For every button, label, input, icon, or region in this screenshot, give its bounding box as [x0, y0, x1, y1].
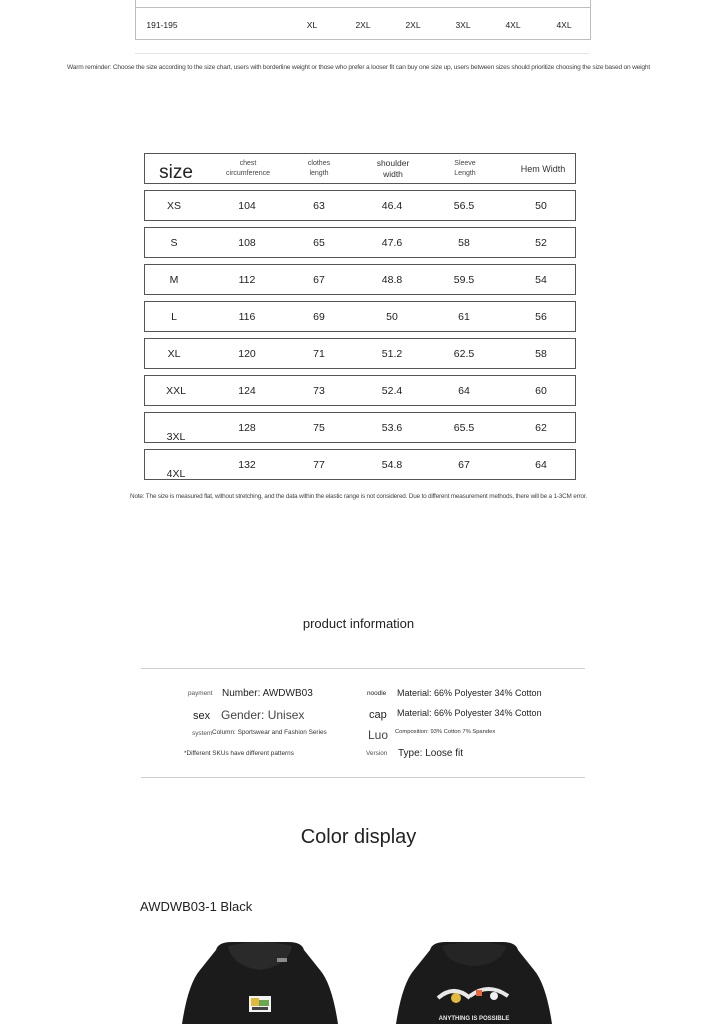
section-divider	[135, 53, 589, 54]
weight-cell: 4XL	[556, 20, 572, 30]
payment-label: payment	[188, 690, 213, 697]
cell-sleeve: 59.5	[453, 273, 475, 286]
cell-shoulder: 50	[386, 310, 398, 323]
table-row	[144, 449, 576, 480]
cell-length: 67	[313, 273, 325, 286]
header-chest	[226, 154, 270, 183]
cell-hem: 62	[535, 421, 547, 434]
cell-chest: 128	[238, 421, 256, 434]
table-row	[144, 301, 576, 332]
cell-shoulder: 51.2	[381, 347, 403, 360]
header-size	[159, 154, 193, 187]
version-label: Version	[366, 750, 388, 757]
cell-sleeve: 62.5	[453, 347, 475, 360]
cell-length: 73	[313, 384, 325, 397]
header-length-line2: length	[309, 169, 329, 177]
cell-sleeve: 65.5	[453, 421, 475, 434]
table-row	[144, 412, 576, 443]
warm-reminder: Warm reminder: Choose the size according to the size chart, users with borderline weight or those who prefer a looser fit can buy one size up, users between sizes should prioritize choosing the size based on weight	[67, 64, 650, 71]
header-hem	[521, 154, 566, 183]
cell-hem: 58	[535, 347, 547, 360]
cell-chest: 120	[238, 347, 256, 360]
header-shoulder	[377, 154, 410, 183]
cell-shoulder: 48.8	[381, 273, 403, 286]
cell-shoulder: 52.4	[381, 384, 403, 397]
header-sleeve	[454, 154, 475, 183]
back-hoodie-image	[384, 940, 564, 1024]
weight-cell: 2XL	[405, 20, 421, 30]
sex-label: sex	[193, 710, 211, 722]
product-column: Column: Sportswear and Fashion Series	[212, 729, 327, 736]
size-table-header	[144, 153, 576, 184]
sku-note: *Different SKUs have different patterns	[184, 750, 294, 757]
cell-hem: 60	[535, 384, 547, 397]
cell-length: 75	[313, 421, 325, 434]
cell-chest: 108	[238, 236, 256, 249]
header-size-label: size	[159, 161, 193, 183]
header-shoulder-line1: shoulder	[376, 157, 410, 168]
header-chest-line2: circumference	[226, 169, 270, 177]
cell-shoulder: 47.6	[381, 236, 403, 249]
weight-row-label: 191-195	[146, 20, 178, 30]
cell-chest: 116	[238, 310, 256, 323]
header-shoulder-line2: width	[383, 168, 403, 179]
material-2: Material: 66% Polyester 34% Cotton	[397, 708, 542, 718]
cell-sleeve: 61	[458, 310, 470, 323]
composition: Composition: 93% Cotton 7% Spandex	[395, 729, 496, 735]
weight-cell: 3XL	[455, 20, 471, 30]
system-label: system	[192, 730, 213, 737]
cell-sleeve: 56.5	[453, 199, 475, 212]
header-length	[308, 154, 330, 183]
header-length-line1: clothes	[307, 159, 331, 167]
cell-size: XL	[167, 347, 181, 360]
cell-hem: 52	[535, 236, 547, 249]
cell-shoulder: 54.8	[381, 458, 403, 471]
table-row	[144, 190, 576, 221]
cell-chest: 132	[238, 458, 256, 471]
section-divider	[141, 668, 585, 669]
cap-label: cap	[369, 709, 387, 721]
noodle-label: noodle	[367, 690, 387, 697]
cell-hem: 50	[535, 199, 547, 212]
cell-size: S	[170, 236, 178, 249]
cell-shoulder: 46.4	[381, 199, 403, 212]
cell-size: XXL	[166, 384, 186, 397]
cell-length: 65	[313, 236, 325, 249]
material-1: Material: 66% Polyester 34% Cotton	[397, 688, 542, 698]
cell-shoulder: 53.6	[381, 421, 403, 434]
color-display-title: Color display	[300, 826, 417, 848]
cell-chest: 112	[238, 273, 256, 286]
cell-length: 77	[313, 458, 325, 471]
cell-length: 63	[313, 199, 325, 212]
weight-cell: XL	[306, 20, 318, 30]
cell-length: 71	[313, 347, 325, 360]
luo-label: Luo	[368, 728, 389, 742]
cell-length: 69	[313, 310, 325, 323]
sku-title: AWDWB03-1 Black	[140, 899, 253, 914]
weight-cell: 2XL	[355, 20, 371, 30]
cell-chest: 124	[238, 384, 256, 397]
cell-hem: 54	[535, 273, 547, 286]
table-divider	[136, 7, 590, 8]
weight-size-table	[135, 0, 591, 40]
hoodie-label	[277, 958, 287, 962]
product-info-title: product information	[302, 616, 415, 631]
cell-chest: 104	[238, 199, 256, 212]
table-row	[144, 264, 576, 295]
table-row	[144, 375, 576, 406]
back-print-text: ANYTHING IS POSSIBLE	[438, 1016, 510, 1022]
header-sleeve-line1: Sleeve	[454, 159, 476, 167]
cell-size: 4XL	[166, 467, 186, 480]
cell-size: L	[171, 310, 177, 323]
product-gender: Gender: Unisex	[221, 708, 305, 722]
cell-sleeve: 58	[458, 236, 470, 249]
cell-size: 3XL	[166, 430, 186, 443]
cell-hem: 56	[535, 310, 547, 323]
cell-sleeve: 64	[458, 384, 470, 397]
cell-size: XS	[166, 199, 182, 212]
chest-print	[249, 996, 271, 1012]
table-row	[144, 338, 576, 369]
section-divider	[141, 777, 585, 778]
header-hem-label: Hem Width	[520, 163, 566, 174]
cell-hem: 64	[535, 458, 547, 471]
front-hoodie-image	[170, 940, 350, 1024]
weight-cell: 4XL	[505, 20, 521, 30]
product-number: Number: AWDWB03	[222, 688, 313, 699]
cell-sleeve: 67	[458, 458, 470, 471]
header-chest-line1: chest	[239, 159, 257, 167]
product-type: Type: Loose fit	[398, 748, 464, 759]
measurement-note: Note: The size is measured flat, without stretching, and the data within the elastic range is not considered. Due to different measurement methods, there will be a 1-3CM error.	[130, 493, 587, 500]
header-sleeve-line2: Length	[454, 169, 476, 177]
cell-size: M	[169, 273, 179, 286]
table-row	[144, 227, 576, 258]
